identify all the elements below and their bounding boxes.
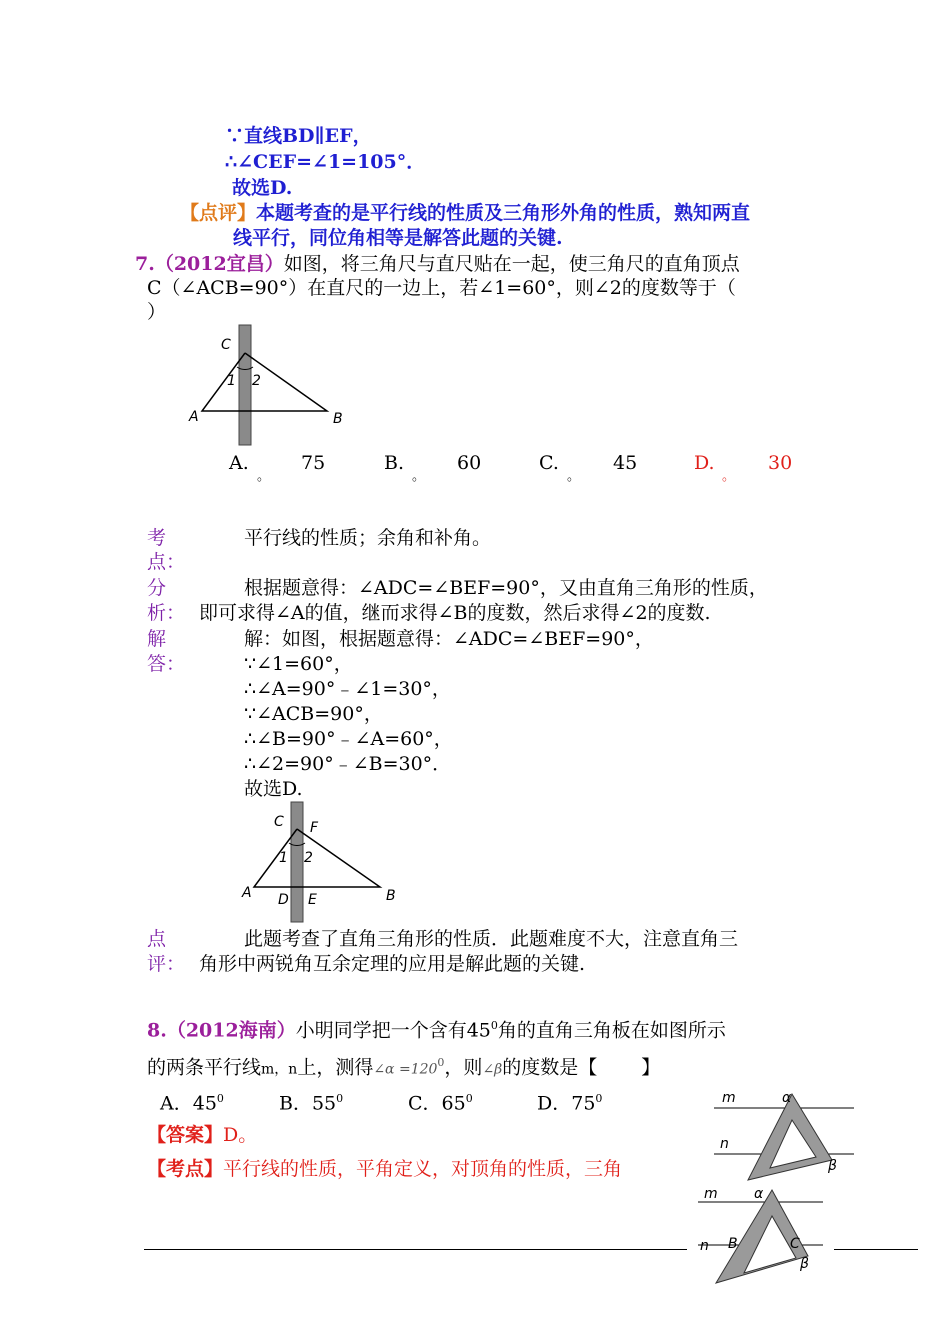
option-value: 60 bbox=[457, 452, 482, 474]
label-n: n bbox=[700, 1238, 709, 1254]
answer-tag: 【答案】 bbox=[147, 1124, 224, 1146]
q8-option-c[interactable] bbox=[408, 1087, 473, 1115]
label-alpha: α bbox=[754, 1186, 764, 1202]
kaodian-tag: 【考点】 bbox=[147, 1158, 224, 1180]
label-b: B bbox=[386, 888, 396, 904]
label-c: C bbox=[274, 814, 284, 830]
kaodian-label-1: 考 bbox=[147, 527, 167, 549]
kaodian-text: 平行线的性质；余角和补角。 bbox=[244, 527, 492, 549]
q7-option-c[interactable] bbox=[539, 451, 638, 484]
option-unit: 。 bbox=[567, 469, 581, 484]
label-m: m bbox=[704, 1186, 718, 1202]
label-n: n bbox=[720, 1136, 729, 1152]
option-letter: C． bbox=[408, 1092, 442, 1115]
q7-option-a[interactable] bbox=[229, 451, 326, 484]
label-2: 2 bbox=[304, 850, 313, 866]
label-a: A bbox=[242, 885, 252, 901]
q8-stem-text-1b: 角的直角三角板在如图所示 bbox=[497, 1019, 726, 1042]
fenxi-text-1: 根据题意得：∠ADC=∠BEF=90°，又由直角三角形的性质， bbox=[244, 577, 768, 599]
label-b: B bbox=[728, 1236, 738, 1252]
option-value: 75 bbox=[571, 1092, 596, 1115]
comment-text-1: 本题考查的是平行线的性质及三角形外角的性质，熟知两直 bbox=[256, 202, 751, 224]
option-letter: D. bbox=[694, 452, 715, 474]
label-c: C bbox=[790, 1236, 800, 1252]
label-d: D bbox=[278, 892, 289, 908]
option-value: 30 bbox=[768, 452, 793, 474]
label-a: A bbox=[189, 409, 199, 425]
q7-figure bbox=[185, 325, 365, 450]
option-value: 75 bbox=[301, 452, 326, 474]
prev-solution-line-2: ∴∠CEF=∠1=105°． bbox=[225, 151, 426, 173]
dianping-label-2: 评： bbox=[147, 953, 186, 975]
fenxi-label-2: 析： bbox=[147, 602, 186, 624]
label-b: B bbox=[333, 411, 343, 427]
prev-solution-line-3: 故选D. bbox=[232, 177, 293, 199]
option-unit: 。 bbox=[722, 469, 736, 484]
q7-stem-line-3: ） bbox=[147, 301, 167, 323]
footer-rule-right bbox=[834, 1249, 918, 1250]
jieda-line: ∵∠1=60°， bbox=[244, 653, 353, 675]
q7-stem-line-2: C（∠ACB=90°）在直尺的一边上，若∠1=60°，则∠2的度数等于（ bbox=[147, 277, 736, 299]
option-sup: 0 bbox=[216, 1092, 224, 1105]
q8-stem-text-2b: 上，测得 bbox=[297, 1056, 374, 1079]
jieda-line: ∵∠ACB=90°， bbox=[244, 703, 383, 725]
q8-option-a[interactable] bbox=[160, 1087, 224, 1115]
option-letter: D． bbox=[537, 1092, 572, 1115]
dianping-label-1: 点 bbox=[147, 928, 167, 950]
q8-stem-line-2 bbox=[147, 1051, 660, 1081]
q8-option-d[interactable] bbox=[537, 1087, 602, 1115]
ruler-shape bbox=[291, 802, 303, 922]
q8-alpha-sup: 0 bbox=[437, 1056, 445, 1069]
kaodian-text: 平行线的性质，平角定义，对顶角的性质，三角 bbox=[223, 1158, 623, 1180]
fenxi-text-2: 即可求得∠A的值，继而求得∠B的度数，然后求得∠2的度数. bbox=[199, 602, 711, 624]
option-letter: A. bbox=[229, 452, 249, 474]
q8-figure-2 bbox=[698, 1188, 828, 1288]
jieda-label-1: 解 bbox=[147, 628, 167, 650]
option-letter: C. bbox=[539, 452, 559, 474]
q8-stem-text-1a: 小明同学把一个含有45 bbox=[295, 1019, 491, 1042]
label-2: 2 bbox=[252, 373, 261, 389]
prev-comment-line-2: 线平行，同位角相等是解答此题的关键. bbox=[233, 227, 563, 249]
option-value: 45 bbox=[613, 452, 638, 474]
label-1: 1 bbox=[227, 373, 236, 389]
ruler-shape bbox=[239, 325, 251, 445]
q8-stem-text-2d: 的度数是【 bbox=[502, 1056, 598, 1079]
label-m: m bbox=[722, 1090, 736, 1106]
option-letter: B． bbox=[279, 1092, 312, 1115]
jieda-line: ∴∠2=90°﹣∠B=30°． bbox=[244, 753, 452, 775]
comment-tag: 【点评】 bbox=[180, 202, 257, 224]
option-sup: 0 bbox=[465, 1092, 473, 1105]
dianping-text-2: 角形中两锐角互余定理的应用是解此题的关键. bbox=[199, 953, 586, 975]
jieda-line: ∴∠B=90°﹣∠A=60°， bbox=[244, 728, 453, 750]
q8-number: 8.（2012海南） bbox=[147, 1019, 296, 1042]
q8-figure-1 bbox=[712, 1090, 857, 1185]
option-value: 65 bbox=[441, 1092, 466, 1115]
q8-stem-text-2c: ，则 bbox=[444, 1056, 483, 1079]
q7-stem-text-1: 如图，将三角尺与直尺贴在一起，使三角尺的直角顶点 bbox=[283, 253, 740, 275]
option-sup: 0 bbox=[595, 1092, 603, 1105]
q7-option-d[interactable] bbox=[694, 451, 793, 484]
triangle-shape bbox=[254, 829, 380, 887]
q8-beta-expr: ∠β bbox=[482, 1061, 503, 1078]
fenxi-label-1: 分 bbox=[147, 577, 167, 599]
q7-number: 7.（2012宜昌） bbox=[135, 253, 284, 275]
q8-option-b[interactable] bbox=[279, 1087, 343, 1115]
q8-degree-sup: 0 bbox=[490, 1019, 498, 1032]
option-letter: B. bbox=[384, 452, 405, 474]
q7-stem-line-1 bbox=[135, 252, 740, 276]
answer-text: D。 bbox=[223, 1124, 258, 1146]
jieda-line: 解：如图，根据题意得：∠ADC=∠BEF=90°， bbox=[244, 628, 654, 650]
footer-rule-left bbox=[144, 1249, 687, 1250]
triangle-shape bbox=[202, 353, 327, 411]
option-value: 55 bbox=[311, 1092, 337, 1115]
label-beta: β bbox=[828, 1158, 837, 1174]
option-value: 45 bbox=[192, 1092, 217, 1115]
label-c: C bbox=[221, 337, 231, 353]
q8-stem-text-2a: 的两条平行线 bbox=[147, 1056, 262, 1079]
q8-alpha-expr: ∠α =120 bbox=[373, 1061, 438, 1078]
q7-option-b[interactable] bbox=[384, 451, 482, 484]
q8-stem-line-1 bbox=[147, 1014, 726, 1042]
q8-lines-mn: m，n bbox=[261, 1061, 298, 1078]
prev-solution-line-1: ∵直线BD∥EF， bbox=[225, 125, 372, 147]
option-unit: 。 bbox=[257, 469, 271, 484]
q7-solution-figure bbox=[238, 802, 418, 927]
q8-bracket-close: 】 bbox=[641, 1056, 661, 1079]
prev-comment-line-1 bbox=[180, 201, 750, 225]
option-sup: 0 bbox=[336, 1092, 344, 1105]
jieda-line: ∴∠A=90°﹣∠1=30°， bbox=[244, 678, 451, 700]
kaodian-label-2: 点： bbox=[147, 551, 186, 573]
q8-answer bbox=[147, 1123, 257, 1147]
dianping-text-1: 此题考查了直角三角形的性质．此题难度不大，注意直角三 bbox=[244, 928, 739, 950]
label-1: 1 bbox=[279, 850, 288, 866]
label-e: E bbox=[308, 892, 317, 908]
option-letter: A． bbox=[160, 1092, 193, 1115]
option-unit: 。 bbox=[412, 469, 426, 484]
label-alpha: α bbox=[782, 1090, 792, 1106]
q8-kaodian bbox=[147, 1157, 622, 1181]
label-beta: β bbox=[800, 1256, 809, 1272]
label-f: F bbox=[310, 820, 319, 836]
jieda-label-2: 答： bbox=[147, 653, 186, 675]
jieda-line: 故选D. bbox=[244, 778, 303, 800]
